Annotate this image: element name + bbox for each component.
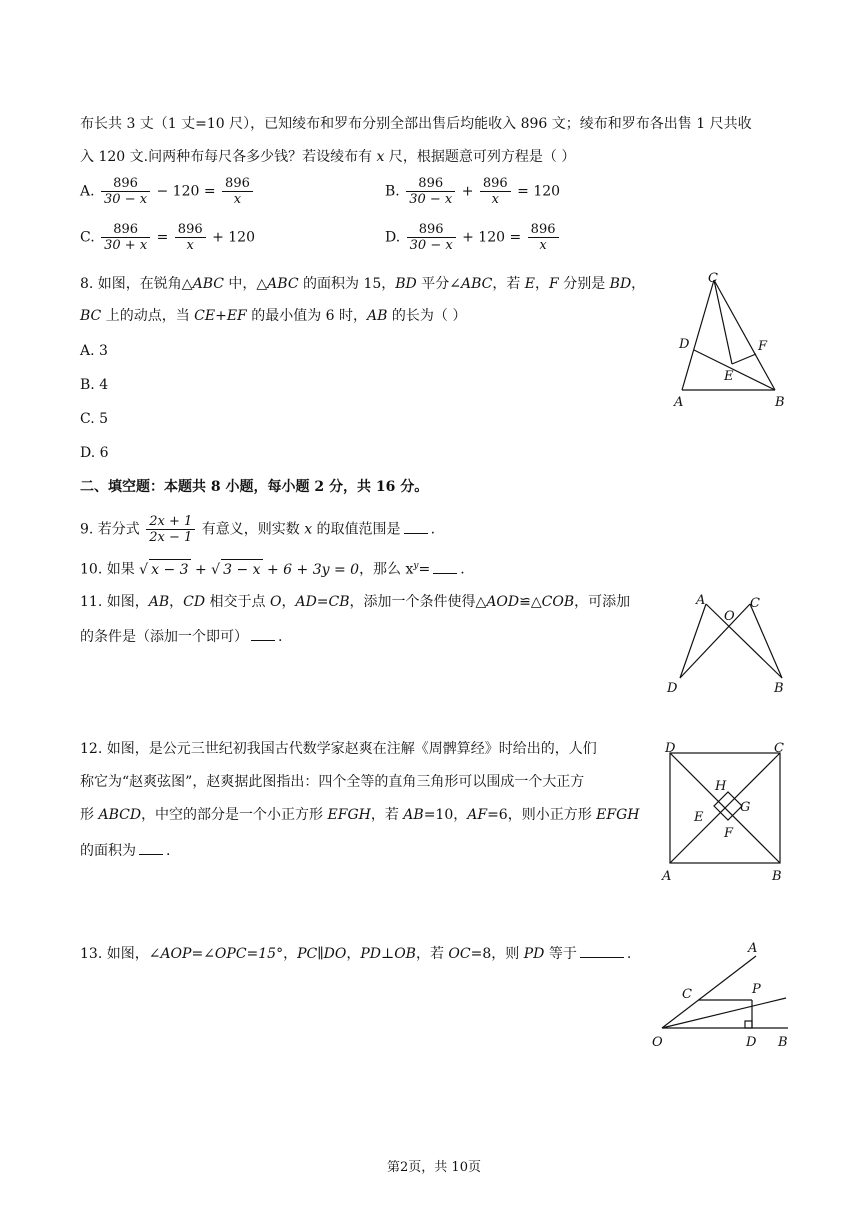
text: 中，△	[223, 276, 268, 292]
var: AOD	[486, 594, 520, 610]
q11-figure	[662, 590, 792, 700]
text: 10. 如果	[80, 561, 135, 578]
text: 分别是	[558, 276, 610, 292]
q8-option-c: C. 5	[80, 411, 109, 427]
denominator: 30 − x	[409, 238, 453, 253]
fraction	[528, 222, 559, 253]
var: ABC	[460, 276, 493, 292]
q12-line3	[80, 805, 640, 825]
fraction	[101, 176, 150, 207]
q7-option-b	[385, 176, 560, 207]
label-b: B	[775, 395, 785, 410]
q12-line4	[80, 840, 170, 861]
q12-figure	[656, 738, 796, 886]
q7-text-2: 尺，根据题意可列方程是（ ）	[384, 149, 576, 165]
text: ，	[346, 946, 361, 962]
var: AB	[367, 308, 388, 324]
text: 的条件是（添加一个即可）	[80, 629, 248, 645]
answer-blank[interactable]	[580, 943, 624, 958]
text: 形	[80, 807, 99, 823]
text: .	[460, 561, 465, 578]
math-tail: + 6 + 3y = 0	[262, 561, 360, 578]
var: EFGH	[596, 807, 640, 823]
fraction	[175, 222, 206, 253]
text: 的长为（ ）	[387, 308, 467, 324]
denominator: 30 − x	[104, 192, 148, 207]
q7-option-d	[385, 222, 561, 253]
operator-tail: + 120	[212, 229, 255, 246]
text: 9. 若分式	[80, 521, 140, 538]
var: E	[524, 276, 536, 292]
text: 的面积为 15，	[298, 276, 396, 292]
q8-option-d: D. 6	[80, 445, 109, 461]
var: PD	[523, 946, 545, 962]
numerator: 896	[407, 222, 456, 238]
var: BD	[395, 276, 417, 292]
text: 8. 如图，在锐角△	[80, 276, 193, 292]
label-c: C	[774, 741, 784, 756]
q7-option-c	[80, 222, 255, 253]
label-e: E	[724, 369, 734, 384]
exponent: y	[413, 561, 419, 571]
operator-tail: = 120	[517, 183, 561, 200]
denominator: 30 − x	[409, 192, 453, 207]
label-b: B	[778, 1035, 788, 1050]
var: AD=CB	[295, 594, 350, 610]
option-label: C.	[80, 229, 95, 246]
label-g: G	[740, 800, 751, 815]
var: AF	[467, 807, 488, 823]
numerator: 896	[101, 176, 150, 192]
label-d: D	[679, 337, 690, 352]
text: .	[278, 629, 283, 645]
right-angle-mark	[745, 1021, 752, 1028]
segment-cd	[680, 604, 750, 678]
var: CD	[183, 594, 206, 610]
q9-line	[80, 514, 435, 545]
denominator: x	[539, 238, 547, 253]
var: BD	[609, 276, 632, 292]
label-b: B	[774, 681, 784, 696]
operator: +	[461, 183, 474, 200]
answer-blank[interactable]	[404, 519, 428, 534]
option-label: D.	[385, 229, 401, 246]
numerator: 896	[480, 176, 511, 192]
label-a: A	[748, 941, 758, 956]
var: PC∥DO	[297, 946, 347, 962]
q8-figure	[664, 268, 794, 413]
numerator: 896	[101, 222, 150, 238]
q11-line2	[80, 626, 282, 647]
var: AB	[403, 807, 424, 823]
label-c: C	[682, 987, 692, 1002]
var: ABCD	[98, 807, 142, 823]
operator: +	[190, 561, 212, 578]
segment-ef	[732, 354, 756, 364]
q11-line1	[80, 592, 630, 612]
label-b: B	[772, 869, 782, 884]
q13-figure	[648, 938, 798, 1056]
segment-ce	[714, 280, 732, 364]
q8-line2	[80, 306, 466, 326]
label-a: A	[674, 395, 684, 410]
fraction	[407, 222, 456, 253]
operator: + 120 =	[462, 229, 522, 246]
numerator: 896	[528, 222, 559, 238]
label-d: D	[667, 681, 678, 696]
text: .	[430, 521, 436, 538]
q13-line	[80, 943, 631, 964]
numerator: 896	[406, 176, 455, 192]
label-d: D	[746, 1035, 757, 1050]
text: 平分∠	[416, 276, 461, 292]
text: ，	[169, 594, 184, 610]
text: ，	[283, 946, 298, 962]
operator: =	[156, 229, 169, 246]
text: =6，则小正方形	[487, 807, 597, 823]
text: ≌△	[519, 594, 542, 610]
answer-blank[interactable]	[251, 626, 275, 641]
label-a: A	[662, 869, 672, 884]
var: EFGH	[327, 807, 371, 823]
text: =8，则	[470, 946, 524, 962]
text: 有意义，则实数	[201, 521, 305, 538]
square-efgh	[714, 792, 742, 820]
label-f: F	[758, 339, 768, 354]
q7-var-x: x	[376, 149, 385, 165]
var: ABC	[267, 276, 299, 292]
text: ，那么 x	[359, 561, 414, 578]
option-label: A.	[80, 183, 95, 200]
numerator: 896	[175, 222, 206, 238]
segment-cb	[750, 604, 782, 678]
text: 相交于点	[205, 594, 270, 610]
q7-line1: 布长共 3 丈（1 丈=10 尺），已知绫布和罗布分别全部出售后均能收入 896 文；绫布和罗布各出售 1 尺共收	[80, 116, 752, 132]
text: ，添加一个条件使得△	[349, 594, 487, 610]
math-expr: √ x − 3 + √ 3 − x + 6 + 3y = 0	[139, 562, 359, 578]
label-e: E	[694, 810, 704, 825]
text: .	[166, 843, 171, 859]
fraction	[101, 222, 150, 253]
fraction	[222, 176, 253, 207]
denominator: x	[186, 238, 194, 253]
numerator: 2x + 1	[146, 514, 195, 530]
text: ，	[281, 594, 296, 610]
segment-ac	[682, 280, 714, 390]
q8-option-a: A. 3	[80, 343, 108, 359]
operator: − 120 =	[156, 183, 216, 200]
text: ，	[631, 276, 646, 292]
text: =	[418, 561, 431, 578]
var: F	[549, 276, 559, 292]
q7-option-a	[80, 176, 255, 207]
var: COB	[541, 594, 575, 610]
section-heading: 二、填空题：本题共 8 小题，每小题 2 分，共 16 分。	[80, 479, 429, 495]
answer-blank[interactable]	[139, 840, 163, 855]
denominator: 2x − 1	[149, 530, 193, 545]
text: 等于	[544, 946, 577, 962]
label-o: O	[652, 1035, 663, 1050]
page-footer: 第2页，共 10页	[387, 1160, 481, 1175]
text: 11. 如图，	[80, 594, 149, 610]
segment-ad	[680, 604, 706, 678]
fraction	[406, 176, 455, 207]
denominator: x	[491, 192, 499, 207]
q12-line1: 12. 如图，是公元三世纪初我国古代数学家赵爽在注解《周髀算经》时给出的，人们	[80, 741, 597, 757]
radicand: 3 − x	[221, 559, 262, 580]
denominator: 30 + x	[104, 238, 148, 253]
label-d: D	[665, 741, 676, 756]
text: ，中空的部分是一个小正方形	[141, 807, 328, 823]
label-o: O	[724, 609, 735, 624]
radicand: x − 3	[149, 559, 190, 580]
text: 的最小值为 6 时，	[246, 308, 368, 324]
label-f: F	[724, 826, 734, 841]
text: ，若	[415, 946, 449, 962]
var: ABC	[192, 276, 224, 292]
segment-bd	[694, 350, 775, 390]
option-label: B.	[385, 183, 400, 200]
answer-blank[interactable]	[433, 559, 457, 574]
var: OC	[448, 946, 471, 962]
var: O	[269, 594, 282, 610]
text: ，可添加	[574, 594, 631, 610]
var: CE+EF	[194, 308, 247, 324]
fraction	[146, 514, 195, 545]
label-p: P	[752, 982, 761, 997]
text: ，若	[370, 807, 404, 823]
text: ，	[535, 276, 550, 292]
var: AB	[148, 594, 170, 610]
text: 的面积为	[80, 843, 136, 859]
text: ，若	[492, 276, 525, 292]
text: 13. 如图，	[80, 946, 149, 962]
q7-line2	[80, 147, 575, 167]
label-c: C	[708, 271, 718, 286]
label-a: A	[696, 593, 706, 608]
segment-ab	[706, 604, 782, 678]
var: ∠AOP=∠OPC=15°	[148, 946, 284, 962]
q8-option-b: B. 4	[80, 377, 109, 393]
text: .	[626, 946, 632, 962]
text: 的取值范围是	[312, 521, 401, 538]
q12-line2: 称它为“赵爽弦图”，赵爽据此图指出：四个全等的直角三角形可以围成一个大正方	[80, 774, 585, 790]
text: =10，	[423, 807, 468, 823]
q10-line	[80, 556, 465, 580]
numerator: 896	[222, 176, 253, 192]
label-c: C	[750, 596, 760, 611]
denominator: x	[233, 192, 242, 207]
label-h: H	[715, 779, 727, 794]
var: BC	[80, 308, 102, 324]
q8-line1	[80, 274, 645, 294]
q7-text: 入 120 文.问两种布每尺各多少钱？若设绫布有	[80, 149, 377, 165]
fraction	[480, 176, 511, 207]
text: 上的动点，当	[101, 308, 195, 324]
var: PD⊥OB	[360, 946, 416, 962]
var: x	[304, 521, 313, 538]
